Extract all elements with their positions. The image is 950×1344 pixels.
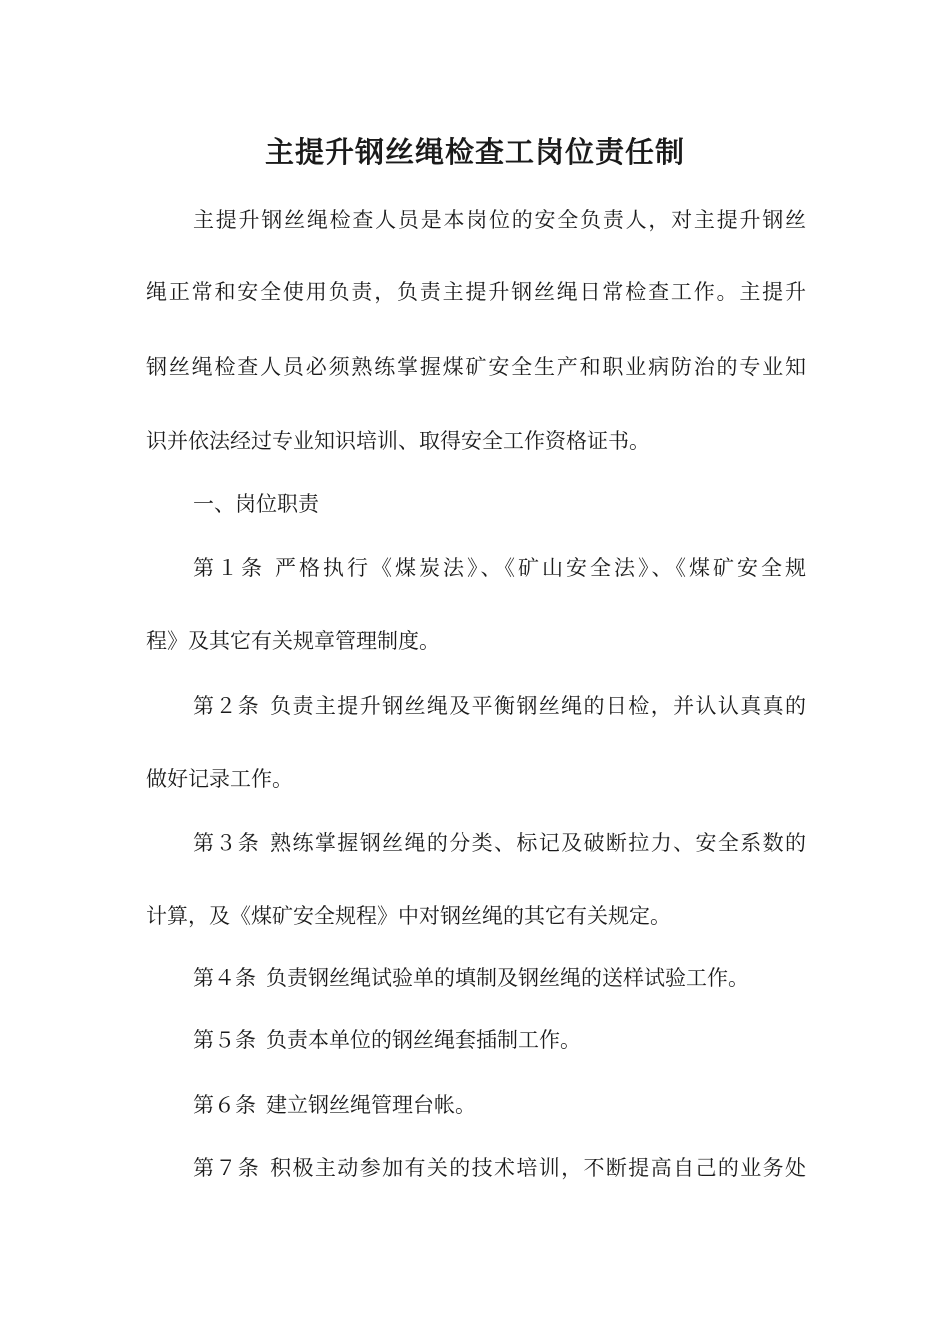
article-2-number: 第２条 bbox=[193, 694, 261, 718]
intro-line-1: 主提升钢丝绳检查人员是本岗位的安全负责人，对主提升钢丝 bbox=[193, 208, 806, 232]
article-3-number: 第３条 bbox=[193, 831, 261, 855]
article-3-line-2: 计算，及《煤矿安全规程》中对钢丝绳的其它有关规定。 bbox=[146, 904, 671, 928]
article-2-line-2: 做好记录工作。 bbox=[146, 767, 293, 791]
article-7-text: 积极主动参加有关的技术培训，不断提高自己的业务处 bbox=[270, 1156, 806, 1180]
article-5-line-1 bbox=[193, 1025, 806, 1055]
article-3-text: 熟练掌握钢丝绳的分类、标记及破断拉力、安全系数的 bbox=[270, 831, 806, 855]
article-1-number: 第１条 bbox=[193, 556, 265, 580]
article-1-line-2: 程》及其它有关规章管理制度。 bbox=[146, 629, 440, 653]
article-7-line-1 bbox=[193, 1153, 806, 1183]
article-5-text: 负责本单位的钢丝绳套插制工作。 bbox=[266, 1028, 581, 1052]
article-2-line-1 bbox=[193, 691, 806, 721]
article-2-text: 负责主提升钢丝绳及平衡钢丝绳的日检，并认认真真的 bbox=[270, 694, 806, 718]
article-3-line-1 bbox=[193, 828, 806, 858]
intro-line-2: 绳正常和安全使用负责，负责主提升钢丝绳日常检查工作。主提升 bbox=[146, 280, 806, 304]
article-4-line-1 bbox=[193, 963, 806, 993]
article-6-line-1 bbox=[193, 1090, 806, 1120]
article-1-text: 严格执行《煤炭法》、《矿山安全法》、《煤矿安全规 bbox=[275, 556, 806, 580]
intro-line-3: 钢丝绳检查人员必须熟练掌握煤矿安全生产和职业病防治的专业知 bbox=[146, 355, 806, 379]
article-7-number: 第７条 bbox=[193, 1156, 261, 1180]
article-1-line-1 bbox=[193, 553, 806, 583]
intro-line-4: 识并依法经过专业知识培训、取得安全工作资格证书。 bbox=[146, 429, 650, 453]
document-title: 主提升钢丝绳检查工岗位责任制 bbox=[264, 135, 685, 169]
article-5-number: 第５条 bbox=[193, 1028, 256, 1052]
article-6-text: 建立钢丝绳管理台帐。 bbox=[266, 1093, 476, 1117]
article-6-number: 第６条 bbox=[193, 1093, 256, 1117]
section-heading: 一、岗位职责 bbox=[193, 492, 319, 516]
article-4-text: 负责钢丝绳试验单的填制及钢丝绳的送样试验工作。 bbox=[266, 966, 749, 990]
article-4-number: 第４条 bbox=[193, 966, 256, 990]
